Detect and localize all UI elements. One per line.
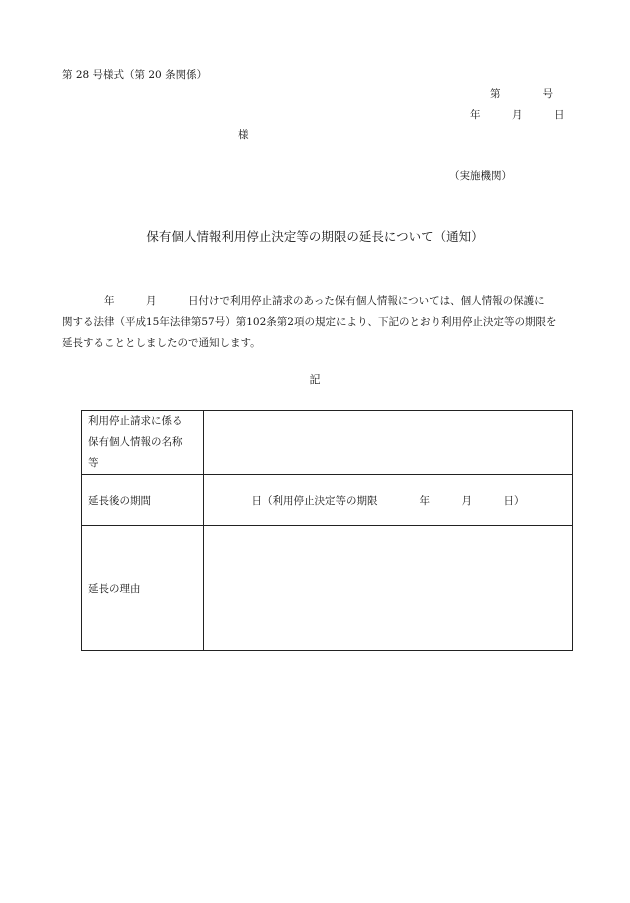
notice-body [62,291,574,354]
extended-period-value: 日（利用停止決定等の期限 年 月 日） [204,475,573,526]
info-name-value [204,411,573,475]
extended-period-label: 延長後の期間 [82,475,204,526]
body-line-3: 延長することとしましたので通知します。 [62,337,261,349]
info-name-label-cell [82,411,204,475]
extension-reason-label: 延長の理由 [82,526,204,651]
document-number: 第 号 [490,88,553,100]
document-title: 保有個人情報利用停止決定等の期限の延長について（通知） [146,229,484,244]
form-number: 第 28 号様式（第 20 条関係） [62,69,208,81]
ki-heading: 記 [309,373,321,386]
issuing-agency: （実施機関） [449,170,512,182]
addressee: 様 [238,129,249,141]
detail-table [81,410,573,651]
extension-reason-value [204,526,573,651]
table-row [82,526,573,651]
body-line-2: 関する法律（平成15年法律第57号）第102条第2項の規定により、下記のとおり利用停止決定等の期限を [62,316,557,328]
table-row [82,475,573,526]
body-line-1: 年 月 日付けで利用停止請求のあった保有個人情報については、個人情報の保護に [62,295,545,307]
info-name-label: 利用停止請求に係る保有個人情報の名称等 [88,415,183,469]
issue-date: 年 月 日 [470,109,565,121]
table-row [82,411,573,475]
